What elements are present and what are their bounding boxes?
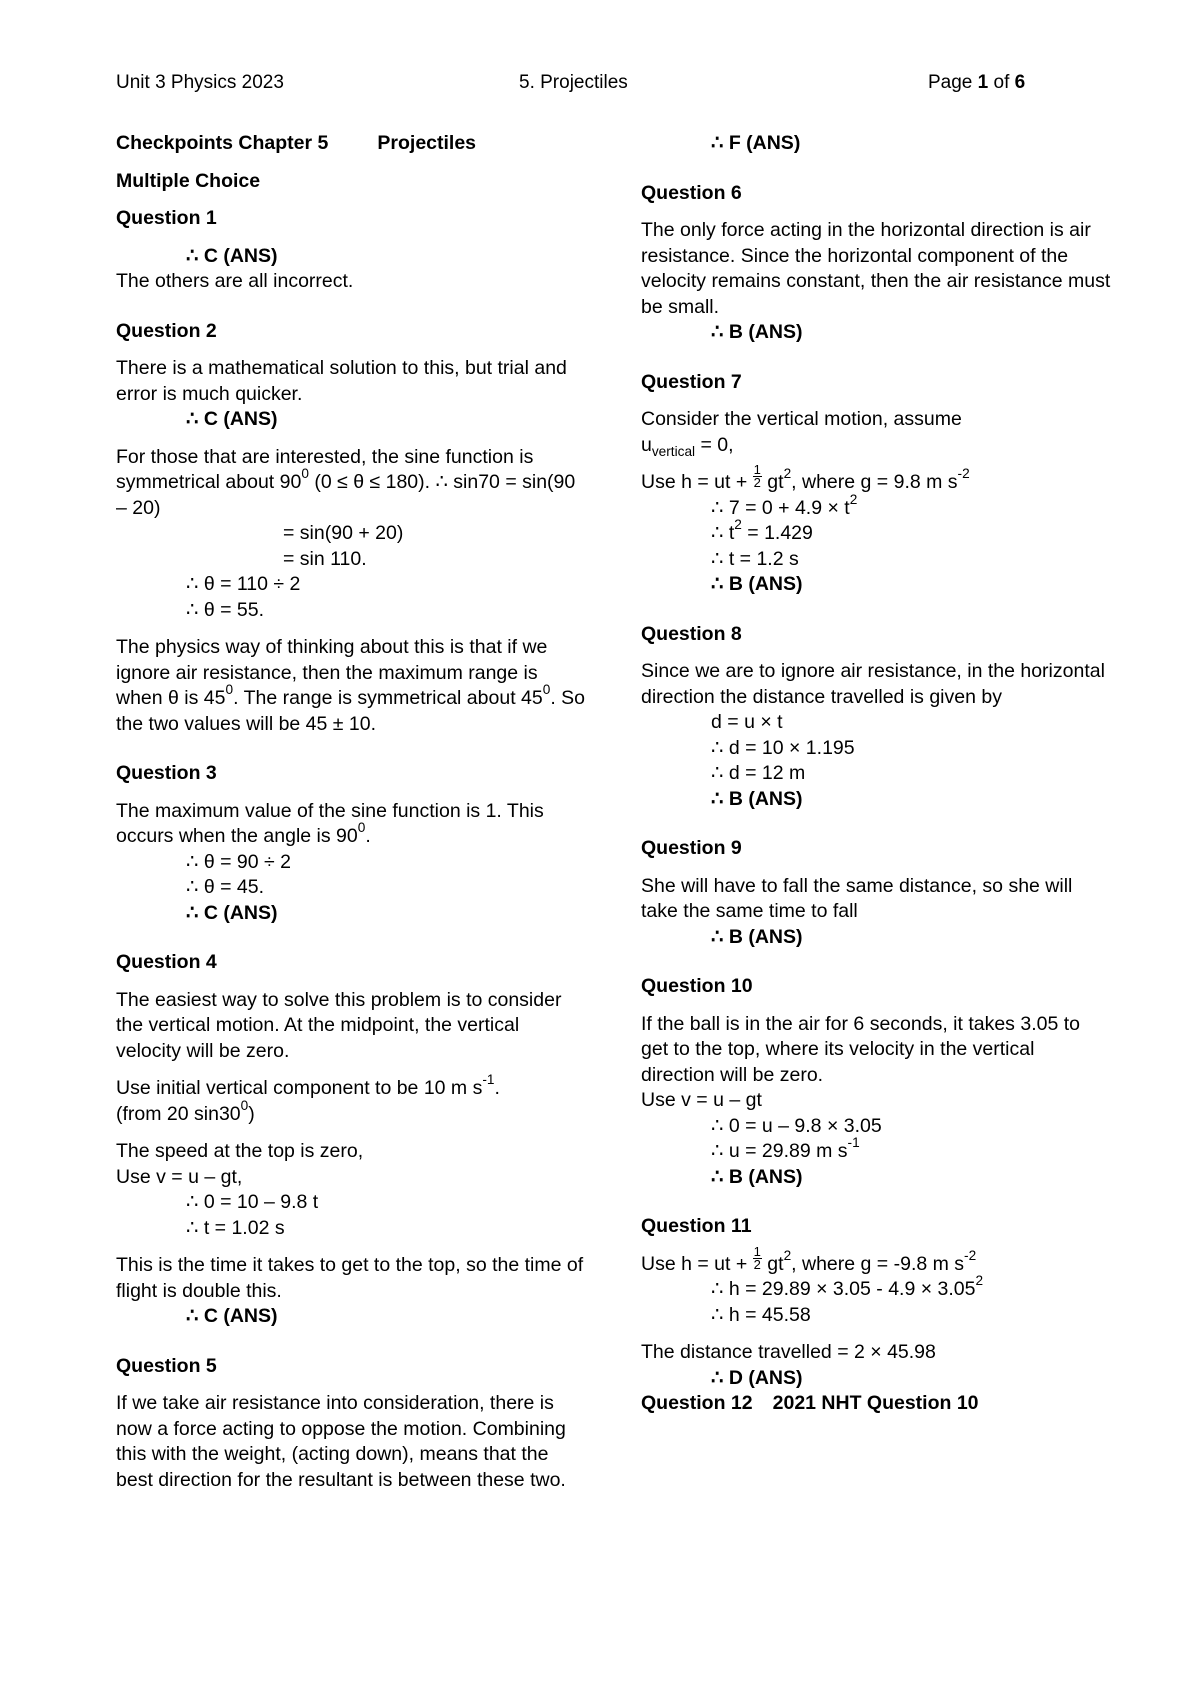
q6-heading: Question 6 bbox=[641, 181, 742, 204]
q11-heading: Question 11 bbox=[641, 1215, 752, 1237]
q2-step: ∴ θ = 110 ÷ 2 bbox=[186, 573, 301, 595]
q4-text: This is the time it takes to get to the top, so the time of flight is double this. bbox=[116, 1254, 584, 1302]
q10-equation: Use v = u – gt bbox=[641, 1089, 762, 1111]
q10-step: ∴ u = 29.89 m $s^{-1}$ bbox=[711, 1135, 860, 1162]
q1-text: The others are all incorrect. bbox=[116, 270, 354, 292]
q7-heading: Question 7 bbox=[641, 370, 742, 393]
page-label: Page bbox=[928, 72, 978, 93]
q6-answer: ∴ B (ANS) bbox=[711, 321, 803, 343]
page-current: 1 bbox=[977, 72, 989, 93]
right-column bbox=[641, 131, 1111, 1417]
q4-step: ∴ t = 1.02 s bbox=[186, 1216, 285, 1239]
q4-step: ∴ 0 = 10 – 9.8 t bbox=[186, 1191, 319, 1213]
q5-heading: Question 5 bbox=[116, 1354, 217, 1377]
q7-step: ∴ t = 1.2 s bbox=[711, 547, 799, 570]
q11-equation: Use h = ut + $\frac{1}{2}$ $gt^2$, where g = -9.8 m $s^{-2}$ bbox=[641, 1243, 977, 1275]
q2-step: = sin(90 + 20) bbox=[283, 522, 404, 544]
q12-heading: Question 12 2021 NHT Question 10 bbox=[641, 1392, 979, 1414]
q2-answer: ∴ C (ANS) bbox=[186, 408, 278, 430]
q6-text: The only force acting in the horizontal direction is air resistance. Since the horizontal component of the velocity remains constant, then the air resistance must be small. bbox=[641, 219, 1111, 318]
q4-answer: ∴ C (ANS) bbox=[186, 1305, 278, 1327]
header-page-number bbox=[928, 71, 1025, 95]
header-course: Unit 3 Physics 2023 bbox=[116, 72, 284, 93]
q4-initial-velocity: Use initial vertical component to be 10 m $s^{-1}$. (from 20 $\sin 30^0$) bbox=[116, 1072, 500, 1125]
q5-answer: ∴ F (ANS) bbox=[711, 132, 801, 154]
q11-answer: ∴ D (ANS) bbox=[711, 1366, 803, 1389]
q7-assumption: $u_{vertical} = 0$, bbox=[641, 433, 734, 459]
q3-step: ∴ θ = 45. bbox=[186, 876, 264, 898]
q3-text: The maximum value of the sine function is 1. This occurs when the angle is $90^0$. bbox=[116, 799, 544, 847]
q2-text: There is a mathematical solution to this, but trial and error is much quicker. bbox=[116, 357, 567, 405]
q9-heading: Question 9 bbox=[641, 837, 742, 859]
q7-step: ∴ $t^2 = 1.429$ bbox=[711, 517, 813, 544]
title-topic: Projectiles bbox=[377, 132, 477, 154]
q3-answer: ∴ C (ANS) bbox=[186, 901, 278, 924]
q5-text: If we take air resistance into consideration, there is now a force acting to oppose the motion. Combining this with the weight, (acting down), means that the best direction for the resultant is between these two. bbox=[116, 1392, 566, 1491]
q11-step: ∴ h = 45.58 bbox=[711, 1303, 811, 1326]
page-total: 6 bbox=[1014, 72, 1026, 93]
header-chapter: 5. Projectiles bbox=[519, 72, 628, 93]
title-chapter: Checkpoints Chapter 5 bbox=[116, 132, 329, 154]
q10-step: ∴ 0 = u – 9.8 × 3.05 bbox=[711, 1114, 882, 1137]
q3-step: ∴ θ = 90 ÷ 2 bbox=[186, 850, 291, 873]
q10-heading: Question 10 bbox=[641, 975, 753, 997]
q11-text: The distance travelled = 2 × 45.98 bbox=[641, 1341, 936, 1363]
q2-step: = sin 110. bbox=[283, 547, 367, 570]
doc-title bbox=[116, 131, 586, 157]
q1-answer: ∴ C (ANS) bbox=[186, 244, 278, 267]
page-of: of bbox=[988, 72, 1015, 93]
fraction: $\frac{1}{2}$ bbox=[753, 462, 761, 491]
section-heading: Multiple Choice bbox=[116, 169, 261, 192]
q7-equation: Use h = ut + $\frac{1}{2}$ $gt^2$, where g = 9.8 m $s^{-2}$ bbox=[641, 462, 970, 493]
q7-text: Consider the vertical motion, assume bbox=[641, 408, 962, 430]
q4-text: The speed at the top is zero, bbox=[116, 1140, 364, 1162]
q8-step: ∴ d = 10 × 1.195 bbox=[711, 736, 855, 759]
fraction: $\frac{1}{2}$ bbox=[753, 1243, 761, 1272]
q7-step: ∴ $7 = 0 + 4.9 \times t^2$ bbox=[711, 491, 858, 519]
q1-heading: Question 1 bbox=[116, 207, 217, 229]
q2-step: ∴ θ = 55. bbox=[186, 598, 264, 621]
left-column bbox=[116, 131, 586, 1493]
q4-heading: Question 4 bbox=[116, 951, 217, 973]
q10-answer: ∴ B (ANS) bbox=[711, 1165, 803, 1188]
q8-text: Since we are to ignore air resistance, in the horizontal direction the distance travelled is given by bbox=[641, 660, 1105, 708]
q8-answer: ∴ B (ANS) bbox=[711, 787, 803, 810]
q9-text: She will have to fall the same distance, so she will take the same time to fall bbox=[641, 874, 1073, 922]
q4-equation: Use v = u – gt, bbox=[116, 1165, 243, 1188]
q4-text: The easiest way to solve this problem is to consider the vertical motion. At the midpoint, the vertical velocity will be zero. bbox=[116, 988, 562, 1062]
q9-answer: ∴ B (ANS) bbox=[711, 925, 803, 948]
q8-step: d = u × t bbox=[711, 711, 783, 733]
q2-heading: Question 2 bbox=[116, 319, 217, 342]
q10-text: If the ball is in the air for 6 seconds, it takes 3.05 to get to the top, where its velocity in the vertical direction will be zero. bbox=[641, 1012, 1080, 1086]
q11-step: ∴ $h = 29.89 \times 3.05 - 4.9 \times 3.05^2$ bbox=[711, 1273, 984, 1300]
q3-heading: Question 3 bbox=[116, 762, 217, 784]
q2-physics-note: The physics way of thinking about this is that if we ignore air resistance, then the maximum range is when θ is $45^0$. The range is symmetrical about $45^0$. So the two values will be 45 ± 10. bbox=[116, 636, 585, 735]
q2-explanation: For those that are interested, the sine function is symmetrical about $90^0$ (0 ≤ θ ≤ 180). ∴ sin70 = sin(90 – 20) bbox=[116, 445, 576, 519]
q7-answer: ∴ B (ANS) bbox=[711, 573, 803, 595]
q8-heading: Question 8 bbox=[641, 622, 742, 645]
q8-step: ∴ d = 12 m bbox=[711, 762, 806, 784]
